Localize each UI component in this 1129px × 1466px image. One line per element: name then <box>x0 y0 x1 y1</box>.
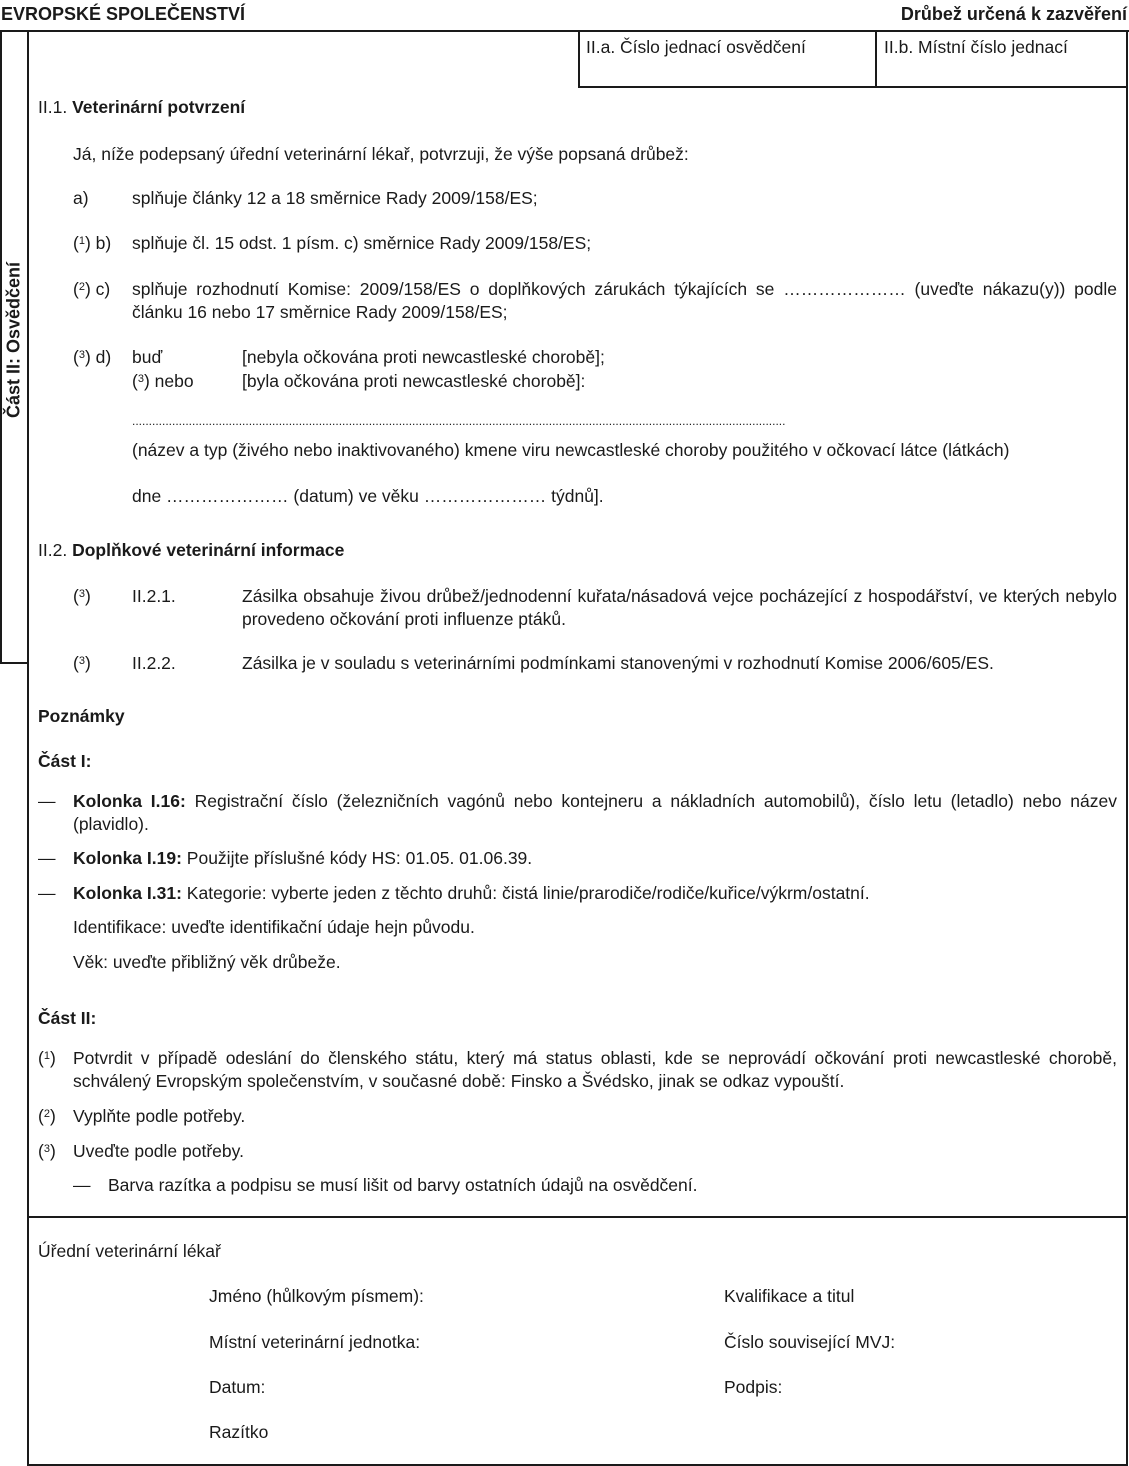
section-ii2-heading <box>38 539 344 562</box>
footnote-1-marker: ($^1$) <box>38 1048 56 1068</box>
side-label: Část II: Osvědčení <box>3 261 24 419</box>
official-vet-heading: Úřední veterinární lékař <box>38 1241 221 1261</box>
item-221-number: II.2.1. <box>132 586 176 606</box>
item-a-text: splňuje články 12 a 18 směrnice Rady 2009/158/ES; <box>132 188 538 208</box>
footnote-3-subitem: Barva razítka a podpisu se musí lišit od barvy ostatních údajů na osvědčení. <box>108 1175 698 1195</box>
item-b-text: splňuje čl. 15 odst. 1 písm. c) směrnice Rady 2009/158/ES; <box>132 233 592 253</box>
note-age: Věk: uveďte přibližný věk drůbeže. <box>73 952 341 972</box>
stamp-field-label: Razítko <box>209 1422 269 1442</box>
item-222-sup: ($^3$) <box>73 653 91 673</box>
signature-field-label: Podpis: <box>724 1377 783 1397</box>
vaccination-date-line: dne ………………… (datum) ve věku ………………… týdnů]. <box>132 486 604 506</box>
section-number: II.1. <box>38 97 68 117</box>
item-a-label: a) <box>73 188 89 208</box>
top-rule <box>0 30 1129 32</box>
local-vet-unit-label: Místní veterinární jednotka: <box>209 1332 421 1352</box>
item-222-number: II.2.2. <box>132 653 176 673</box>
section-title: Veterinární potvrzení <box>72 97 246 117</box>
item-221-text: Zásilka obsahuje živou drůbež/jednodenní kuřata/násadová vejce pocházející z hospodářství, ve kterých nebylo provedeno očkování proti influenze ptáků. <box>242 586 1117 629</box>
sign-top-rule <box>27 1216 1128 1218</box>
ref-left-rule <box>578 30 580 88</box>
note-dash: — <box>38 883 56 903</box>
note-identification: Identifikace: uveďte identifikační údaje hejn původu. <box>73 917 475 937</box>
note-dash: — <box>38 791 56 811</box>
footnote-2-marker: ($^2$) <box>38 1106 56 1126</box>
item-d-or-text: [byla očkována proti newcastleské chorobě]: <box>242 371 586 391</box>
footnote-3-marker: ($^3$) <box>38 1141 56 1161</box>
item-d-or: ($^3$) nebo <box>132 371 194 391</box>
qualification-field-label: Kvalifikace a titul <box>724 1286 855 1306</box>
item-d-either-text: [nebyla očkována proti newcastleské chorobě]; <box>242 347 605 367</box>
name-field-label: Jméno (hůlkovým písmem): <box>209 1286 424 1306</box>
note-dash: — <box>38 848 56 868</box>
header-community: EVROPSKÉ SPOLEČENSTVÍ <box>1 4 246 24</box>
section-ii1-heading <box>38 96 245 119</box>
vaccine-dotted-line: .................................................................................................................................................................................................... <box>132 414 786 428</box>
item-d-label: ($^3$) d) <box>73 347 112 367</box>
notes-heading: Poznámky <box>38 706 125 726</box>
main-left-rule <box>27 30 29 1466</box>
header-certificate-type: Drůbež určená k zazvěření <box>900 4 1127 24</box>
note-dash: — <box>73 1175 91 1195</box>
item-d-either: buď <box>132 347 163 367</box>
side-bottom-rule <box>0 662 29 664</box>
footnote-1-text: Potvrdit v případě odeslání do členského státu, který má status oblasti, kde se neprovádí očkování proti newcastleské chorobě, schválený Evropským společenstvím, v současné době: Finsko a Švédsko, jinak se odkaz vypouští. <box>73 1048 1117 1091</box>
note-box-i19: Kolonka I.19: Použijte příslušné kódy HS: 01.05. 01.06.39. <box>73 848 533 868</box>
note-box-i16: Kolonka I.16: Registrační číslo (železničních vagónů nebo kontejneru a nákladních automobilů), číslo letu (letadlo) nebo název (plavidlo). <box>73 791 1118 834</box>
local-reference-number-label: II.b. Místní číslo jednací <box>884 37 1068 57</box>
ref-mid-rule <box>875 30 877 88</box>
ref-bottom-rule <box>578 86 1128 88</box>
intro-text: Já, níže podepsaný úřední veterinární lékař, potvrzuji, že výše popsaná drůbež: <box>73 144 689 164</box>
section-number: II.2. <box>38 540 68 560</box>
certificate-reference-number-label: II.a. Číslo jednací osvědčení <box>586 37 806 57</box>
note-box-i31: Kolonka I.31: Kategorie: vyberte jeden z těchto druhů: čistá linie/prarodiče/rodiče/kuřice/výkrm/ostatní. <box>73 883 870 903</box>
date-field-label: Datum: <box>209 1377 266 1397</box>
item-222-text: Zásilka je v souladu s veterinárními podmínkami stanovenými v rozhodnutí Komise 2006/605/ES. <box>242 653 994 673</box>
notes-part2-heading: Část II: <box>38 1008 97 1028</box>
main-right-rule <box>1126 30 1128 1466</box>
item-b-label: ($^1$) b) <box>73 233 112 253</box>
footnote-2-text: Vyplňte podle potřeby. <box>73 1106 246 1126</box>
footnote-3-text: Uveďte podle potřeby. <box>73 1141 244 1161</box>
section-title: Doplňkové veterinární informace <box>72 540 345 560</box>
item-c-label: ($^2$) c) <box>73 279 111 299</box>
item-221-sup: ($^3$) <box>73 586 91 606</box>
lvu-number-label: Číslo související MVJ: <box>724 1332 896 1352</box>
item-c-text: splňuje rozhodnutí Komise: 2009/158/ES o doplňkových zárukách týkajících se ………………… (uveďte nákazu(y)) podle článku 16 nebo 17 směrnice Rady 2009/158/ES; <box>132 279 1117 322</box>
notes-part1-heading: Část I: <box>38 751 92 771</box>
vaccine-strain-caption: (název a typ (živého nebo inaktivovaného) kmene viru newcastleské choroby použitého v očkovací látce (látkách) <box>132 440 1010 460</box>
